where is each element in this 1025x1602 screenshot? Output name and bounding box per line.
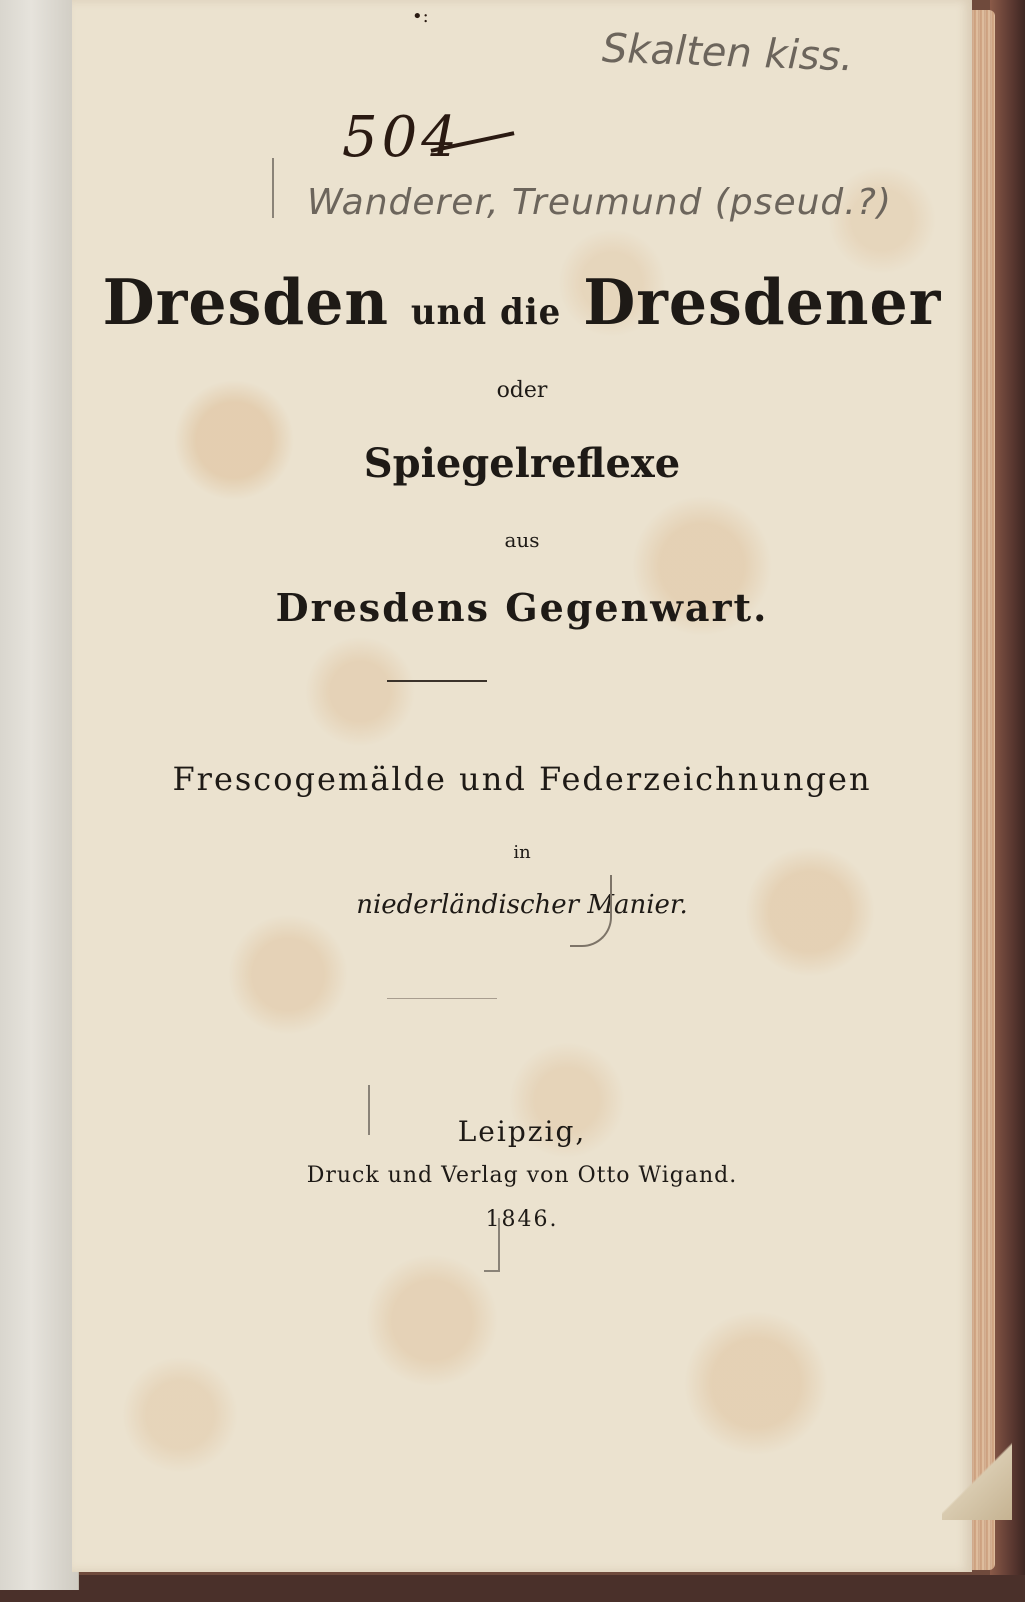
title-word-dresden: Dresden (102, 266, 390, 340)
handwritten-shelf-number: 504 (342, 105, 461, 170)
subtitle-spiegelreflexe: Spiegelreflexe (363, 440, 681, 487)
divider-rule (387, 680, 487, 682)
pencil-note-top: Skalten kiss. (601, 25, 854, 81)
title-page (72, 0, 972, 1572)
main-title (72, 266, 972, 340)
subtitle-manier: niederländischer Manier. (356, 890, 688, 920)
page-corner-fold (942, 1440, 1012, 1520)
imprint-publisher: Druck und Verlag von Otto Wigand. (306, 1163, 738, 1188)
pencil-bracket-right (484, 1218, 500, 1272)
title-aus: aus (504, 528, 540, 552)
ink-marks: •: (412, 6, 429, 27)
subtitle-dresdens-gegenwart: Dresdens Gegenwart. (275, 585, 769, 630)
title-connector: und die (410, 291, 562, 334)
imprint-place: Leipzig, (457, 1115, 587, 1148)
pencil-bracket (272, 158, 278, 218)
title-word-dresdener: Dresdener (583, 266, 942, 340)
fly-leaf (0, 0, 79, 1590)
subtitle-frescogemaelde: Frescogemälde und Federzeichnungen (172, 760, 872, 798)
background-bottom (0, 1575, 1025, 1602)
pencil-mark (570, 875, 612, 947)
imprint-year: 1846. (485, 1207, 559, 1232)
pencil-note-author: Wanderer, Treumund (pseud.?) (307, 182, 892, 223)
divider-rule-faint (387, 998, 497, 999)
title-oder: oder (496, 378, 548, 403)
title-in: in (513, 842, 531, 863)
background-right (990, 0, 1025, 1602)
